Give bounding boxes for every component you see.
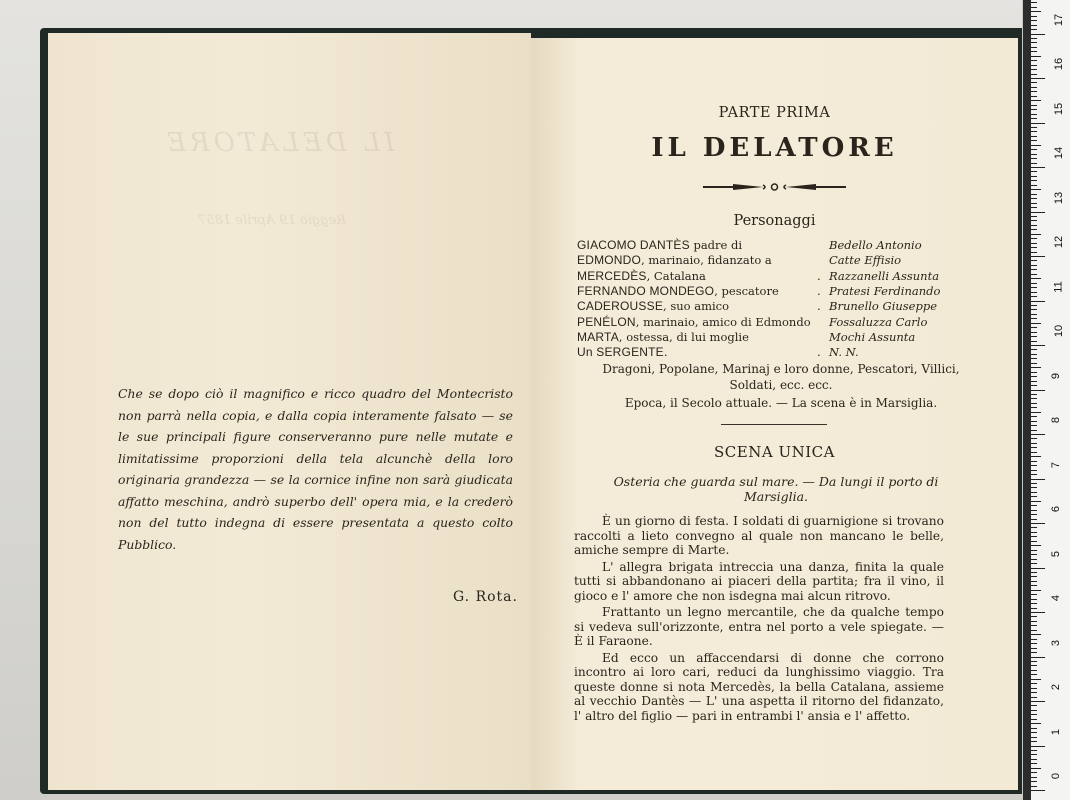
- ruler-tick: [1031, 483, 1037, 484]
- ruler-label: 11: [1052, 280, 1065, 293]
- ruler-tick: [1031, 705, 1037, 706]
- ruler-label: 13: [1053, 191, 1066, 204]
- ruler-tick: [1031, 127, 1037, 128]
- ruler-tick: [1031, 341, 1037, 342]
- ruler-tick: [1031, 34, 1045, 35]
- ruler-tick: [1031, 714, 1037, 715]
- ruler-tick: [1031, 118, 1037, 119]
- ruler-tick: [1031, 100, 1041, 101]
- ruler-tick: [1031, 185, 1037, 186]
- ruler-tick: [1031, 652, 1037, 653]
- cast-role: [577, 253, 817, 268]
- ruler-tick: [1031, 648, 1037, 649]
- ruler-tick: [1031, 269, 1037, 270]
- ruler-tick: [1031, 25, 1037, 26]
- divider-rule: [721, 424, 827, 425]
- ruler-tick: [1031, 60, 1037, 61]
- ruler-tick: [1031, 376, 1037, 377]
- ruler-tick: [1031, 74, 1037, 75]
- ruler-tick: [1031, 87, 1037, 88]
- ruler-tick: [1031, 398, 1037, 399]
- ruler-tick: [1031, 688, 1037, 689]
- ruler-tick: [1031, 643, 1037, 644]
- ruler-label: 14: [1053, 146, 1066, 160]
- ruler-tick: [1031, 301, 1045, 302]
- ruler-label: 17: [1053, 13, 1066, 26]
- ruler-tick: [1031, 207, 1037, 208]
- ruler-tick: [1031, 7, 1037, 8]
- ruler-tick: [1031, 149, 1037, 150]
- ruler-tick: [1031, 608, 1037, 609]
- ruler-tick: [1031, 105, 1037, 106]
- ruler-tick: [1031, 292, 1037, 293]
- ruler-tick: [1031, 430, 1037, 431]
- ruler-tick: [1031, 171, 1037, 172]
- ruler-tick: [1031, 456, 1041, 457]
- ruler-tick: [1031, 394, 1037, 395]
- ruler-tick: [1031, 759, 1037, 760]
- ruler-tick: [1031, 163, 1037, 164]
- ruler-tick: [1031, 287, 1037, 288]
- ruler-tick: [1031, 305, 1037, 306]
- ruler-tick: [1031, 78, 1045, 79]
- ruler-tick: [1031, 786, 1037, 787]
- scene-setting: Osteria che guarda sul mare. — Da lungi il porto di Marsiglia.: [613, 474, 939, 504]
- scene-body: [574, 514, 944, 725]
- left-page: [48, 33, 531, 790]
- ruler-tick: [1031, 634, 1041, 635]
- ruler-label: 10: [1053, 324, 1066, 338]
- ruler-tick: [1031, 479, 1045, 480]
- character-name: GIACOMO DANTÈS: [577, 238, 690, 253]
- ruler-tick: [1031, 732, 1037, 733]
- ruler-tick: [1031, 754, 1037, 755]
- bleed-through-text: IL DELATORE: [163, 128, 395, 158]
- ruler-tick: [1031, 225, 1037, 226]
- ruler-tick: [1031, 679, 1041, 680]
- ruler-tick: [1031, 536, 1037, 537]
- ruler-label: 4: [1050, 594, 1063, 602]
- ruler-label: 7: [1050, 461, 1063, 468]
- ruler-tick: [1031, 140, 1037, 141]
- ruler-tick: [1031, 630, 1037, 631]
- ruler-tick: [1031, 492, 1037, 493]
- cast-row: [577, 238, 997, 253]
- ruler-tick: [1031, 563, 1037, 564]
- ruler-tick: [1031, 265, 1037, 266]
- ruler-tick: [1031, 487, 1037, 488]
- character-description: padre di: [689, 238, 743, 253]
- cast-row: [577, 284, 997, 299]
- scene-heading: SCENA UNICA: [714, 443, 835, 461]
- cast-row: [577, 299, 997, 314]
- ruler-tick: [1031, 741, 1037, 742]
- measuring-ruler: [1022, 0, 1070, 800]
- ruler-tick: [1031, 336, 1037, 337]
- actor-name: Mochi Assunta: [829, 329, 916, 344]
- ruler-tick: [1031, 234, 1041, 235]
- cast-role: [577, 269, 817, 284]
- scene-paragraph: Ed ecco un affaccendarsi di donne che corrono incontro ai loro cari, reduci da lunghissimo viaggio. Tra queste donne si nota Mercedès, la bella Catalana, assieme al vecchio Dantès — L' una aspetta il ritorno del fidanzato, l' altro del figlio — pari in entrambi l' ansia e l' affetto.: [574, 650, 944, 723]
- ruler-tick: [1031, 256, 1045, 257]
- ruler-tick: [1031, 194, 1037, 195]
- ruler-tick: [1031, 768, 1041, 769]
- ruler-tick: [1031, 603, 1037, 604]
- ruler-tick: [1031, 381, 1037, 382]
- ruler-tick: [1031, 91, 1037, 92]
- ruler-label: 0: [1050, 772, 1063, 780]
- ruler-tick: [1031, 434, 1045, 435]
- ruler-tick: [1031, 260, 1037, 261]
- ruler-tick: [1031, 114, 1037, 115]
- ruler-tick: [1031, 572, 1037, 573]
- ruler-tick: [1031, 403, 1037, 404]
- ruler-tick: [1031, 82, 1037, 83]
- page-title: IL DELATORE: [651, 133, 898, 163]
- ruler-tick: [1031, 358, 1037, 359]
- leader-dots: .: [817, 299, 821, 314]
- ruler-tick: [1031, 363, 1037, 364]
- cast-role: [577, 330, 817, 345]
- ruler-tick: [1031, 416, 1037, 417]
- ruler-tick: [1031, 318, 1037, 319]
- ruler-tick: [1031, 625, 1037, 626]
- ruler-tick: [1031, 38, 1037, 39]
- part-heading: PARTE PRIMA: [718, 105, 831, 121]
- ruler-tick: [1031, 390, 1045, 391]
- ruler-tick: [1031, 527, 1037, 528]
- ruler-tick: [1031, 354, 1037, 355]
- ruler-tick: [1031, 559, 1037, 560]
- ruler-tick: [1031, 56, 1041, 57]
- character-name: EDMONDO: [577, 253, 642, 268]
- ruler-tick: [1031, 590, 1041, 591]
- character-name: MARTA: [577, 329, 619, 344]
- ruler-tick: [1031, 657, 1045, 658]
- cast-role: [577, 238, 817, 253]
- ruler-tick: [1031, 309, 1037, 310]
- actor-name: N. N.: [829, 345, 859, 360]
- preface-paragraph: Che se dopo ciò il magnifico e ricco quadro del Montecristo non parrà nella copia, e dalla copia interamente falsato — se le sue principali figure conserveranno pure nelle mutate e limitatissime proporzioni della tela alcunchè della loro originaria grandezza — se la cornice infine non sarà giudicata affatto meschina, andrò superbo dell' opera mia, e la crederò non del tutto indegna di essere presentata a questo colto Pubblico.: [118, 386, 513, 552]
- ruler-tick: [1031, 523, 1045, 524]
- ruler-tick: [1031, 327, 1037, 328]
- leader-dots: .: [817, 268, 821, 283]
- character-description: , pescatore: [714, 284, 779, 299]
- ruler-tick: [1031, 29, 1037, 30]
- ruler-tick: [1031, 501, 1041, 502]
- ruler-tick: [1031, 203, 1037, 204]
- ruler-tick: [1031, 710, 1037, 711]
- ruler-tick: [1031, 519, 1037, 520]
- ruler-tick: [1031, 247, 1037, 248]
- ruler-tick: [1031, 728, 1037, 729]
- ruler-tick: [1031, 109, 1037, 110]
- ruler-tick: [1031, 545, 1041, 546]
- ruler-tick: [1031, 616, 1037, 617]
- ruler-tick: [1031, 777, 1037, 778]
- ruler-tick: [1031, 612, 1045, 613]
- ruler-tick: [1031, 274, 1037, 275]
- ruler-tick: [1031, 670, 1037, 671]
- ornament-divider: [703, 182, 846, 192]
- ruler-tick: [1031, 238, 1037, 239]
- ruler-label: 9: [1050, 372, 1063, 379]
- actor-name: Fossaluzza Carlo: [829, 314, 928, 329]
- ruler-tick: [1031, 576, 1037, 577]
- ruler-tick: [1031, 412, 1041, 413]
- ruler-tick: [1031, 131, 1037, 132]
- scene-paragraph: È un giorno di festa. I soldati di guarnigione si trovano raccolti a lieto convegno al quale non mancano le belle, amiche sempre di Marte.: [574, 514, 944, 557]
- cast-row: [577, 253, 997, 268]
- ruler-tick: [1031, 278, 1041, 279]
- actor-name: Bedello Antonio: [829, 238, 922, 253]
- actor-name: Catte Effisio: [829, 253, 902, 268]
- author-signature: G. Rota.: [453, 589, 518, 605]
- ruler-tick: [1031, 746, 1045, 747]
- character-description: , ostessa, di lui moglie: [618, 329, 749, 344]
- cast-role: [577, 299, 817, 314]
- ruler-tick: [1031, 20, 1037, 21]
- cast-row: [577, 345, 997, 360]
- ruler-label: 2: [1050, 683, 1063, 691]
- ruler-label: 5: [1050, 550, 1063, 557]
- ruler-tick: [1031, 176, 1037, 177]
- cast-role: [577, 284, 817, 299]
- ruler-tick: [1031, 220, 1037, 221]
- ruler-tick: [1031, 750, 1037, 751]
- ruler-tick: [1031, 781, 1037, 782]
- ruler-tick: [1031, 42, 1037, 43]
- cast-role: [577, 315, 817, 330]
- scene-paragraph: L' allegra brigata intreccia una danza, finita la quale tutti si abbandonano ai piaceri della partita; fra il vino, il gioco e l' amore che non isdegna mai alcun ritrovo.: [574, 559, 944, 603]
- ruler-tick: [1031, 154, 1037, 155]
- ruler-tick: [1031, 243, 1037, 244]
- ruler-tick: [1031, 594, 1037, 595]
- right-page: [531, 38, 1018, 790]
- ruler-tick: [1031, 51, 1037, 52]
- ruler-edge: [1023, 0, 1031, 800]
- personaggi-heading: Personaggi: [733, 213, 816, 229]
- leader-dots: .: [817, 345, 821, 360]
- ruler-tick: [1031, 461, 1037, 462]
- scene-paragraph: Frattanto un legno mercantile, che da qualche tempo si vedeva sull'orizzonte, entra nel porto a vele spiegate. — È il Faraone.: [574, 605, 944, 648]
- ruler-tick: [1031, 585, 1037, 586]
- character-description: , Catalana: [646, 268, 706, 283]
- character-name: CADEROUSSE: [577, 299, 664, 314]
- ruler-tick: [1031, 216, 1037, 217]
- ruler-tick: [1031, 345, 1045, 346]
- character-description: , suo amico: [663, 299, 730, 314]
- ruler-tick: [1031, 65, 1037, 66]
- actor-name: Razzanelli Assunta: [829, 268, 940, 283]
- ruler-tick: [1031, 772, 1037, 773]
- ruler-tick: [1031, 661, 1037, 662]
- ruler-tick: [1031, 541, 1037, 542]
- ruler-tick: [1031, 283, 1037, 284]
- extras-list: Dragoni, Popolane, Marinaj e loro donne, Pescatori, Villici, Soldati, ecc. ecc.: [602, 362, 960, 392]
- ruler-tick: [1031, 452, 1037, 453]
- cast-role: [577, 345, 817, 360]
- character-name: Un SERGENTE: [577, 345, 664, 360]
- ruler-tick: [1031, 332, 1037, 333]
- ruler-tick: [1031, 532, 1037, 533]
- ruler-tick: [1031, 723, 1041, 724]
- ruler-tick: [1031, 581, 1037, 582]
- character-description: , marinaio, fidanzato a: [641, 253, 772, 268]
- ruler-tick: [1031, 514, 1037, 515]
- ruler-tick: [1031, 385, 1037, 386]
- ruler-tick: [1031, 180, 1037, 181]
- ruler-tick: [1031, 554, 1037, 555]
- ruler-tick: [1031, 474, 1037, 475]
- ruler-tick: [1031, 465, 1037, 466]
- ruler-tick: [1031, 96, 1037, 97]
- ruler-tick: [1031, 158, 1037, 159]
- cast-row: [577, 314, 997, 329]
- cast-row: [577, 330, 997, 345]
- ruler-tick: [1031, 212, 1045, 213]
- ruler-tick: [1031, 496, 1037, 497]
- ruler-tick: [1031, 252, 1037, 253]
- epoch-line: Epoca, il Secolo attuale. — La scena è in Marsiglia.: [624, 396, 938, 410]
- ruler-tick: [1031, 2, 1037, 3]
- ruler-tick: [1031, 505, 1037, 506]
- ruler-tick: [1031, 69, 1037, 70]
- ruler-label: 6: [1050, 505, 1063, 513]
- ruler-tick: [1031, 568, 1045, 569]
- cast-row: [577, 269, 997, 284]
- ruler-tick: [1031, 145, 1041, 146]
- ruler-tick: [1031, 697, 1037, 698]
- actor-name: Brunello Giuseppe: [829, 299, 938, 314]
- ruler-tick: [1031, 16, 1037, 17]
- ruler-tick: [1031, 367, 1041, 368]
- ruler-label: 16: [1053, 57, 1066, 71]
- ruler-tick: [1031, 296, 1037, 297]
- character-name: FERNANDO MONDEGO: [577, 284, 715, 299]
- ruler-tick: [1031, 372, 1037, 373]
- ruler-tick: [1031, 123, 1045, 124]
- ruler-tick: [1031, 136, 1037, 137]
- ruler-tick: [1031, 438, 1037, 439]
- ruler-tick: [1031, 470, 1037, 471]
- ruler-tick: [1031, 447, 1037, 448]
- cast-list: [577, 238, 997, 360]
- ruler-tick: [1031, 189, 1041, 190]
- ruler-tick: [1031, 550, 1037, 551]
- ruler-tick: [1031, 443, 1037, 444]
- bleed-through-text: Reggio 19 Aprile 1857: [198, 213, 347, 228]
- ruler-tick: [1031, 639, 1037, 640]
- ruler-tick: [1031, 665, 1037, 666]
- ruler-label: 8: [1050, 416, 1063, 424]
- character-name: PENÉLON: [577, 314, 636, 329]
- ruler-tick: [1031, 407, 1037, 408]
- ruler-tick: [1031, 599, 1037, 600]
- character-name: MERCEDÈS: [577, 268, 647, 283]
- ruler-tick: [1031, 425, 1037, 426]
- ruler-tick: [1031, 11, 1041, 12]
- ruler-tick: [1031, 47, 1037, 48]
- ruler-tick: [1031, 763, 1037, 764]
- ruler-tick: [1031, 692, 1037, 693]
- ruler-tick: [1031, 674, 1037, 675]
- character-description: , marinaio, amico di Edmondo: [635, 314, 811, 329]
- ruler-tick: [1031, 790, 1045, 791]
- ruler-tick: [1031, 719, 1037, 720]
- ruler-tick: [1031, 683, 1037, 684]
- ruler-label: 3: [1050, 639, 1063, 646]
- ruler-tick: [1031, 229, 1037, 230]
- ruler-tick: [1031, 323, 1041, 324]
- ruler-tick: [1031, 349, 1037, 350]
- ruler-tick: [1031, 621, 1037, 622]
- ruler-label: 1: [1050, 728, 1063, 735]
- ruler-label: 15: [1053, 102, 1066, 115]
- ruler-tick: [1031, 314, 1037, 315]
- ruler-tick: [1031, 421, 1037, 422]
- character-description: .: [663, 345, 668, 360]
- ruler-label: 12: [1053, 235, 1066, 249]
- ruler-tick: [1031, 198, 1037, 199]
- ruler-tick: [1031, 701, 1045, 702]
- ruler-tick: [1031, 737, 1037, 738]
- ruler-tick: [1031, 167, 1045, 168]
- ruler-tick: [1031, 510, 1037, 511]
- actor-name: Pratesi Ferdinando: [829, 284, 941, 299]
- leader-dots: .: [817, 284, 821, 299]
